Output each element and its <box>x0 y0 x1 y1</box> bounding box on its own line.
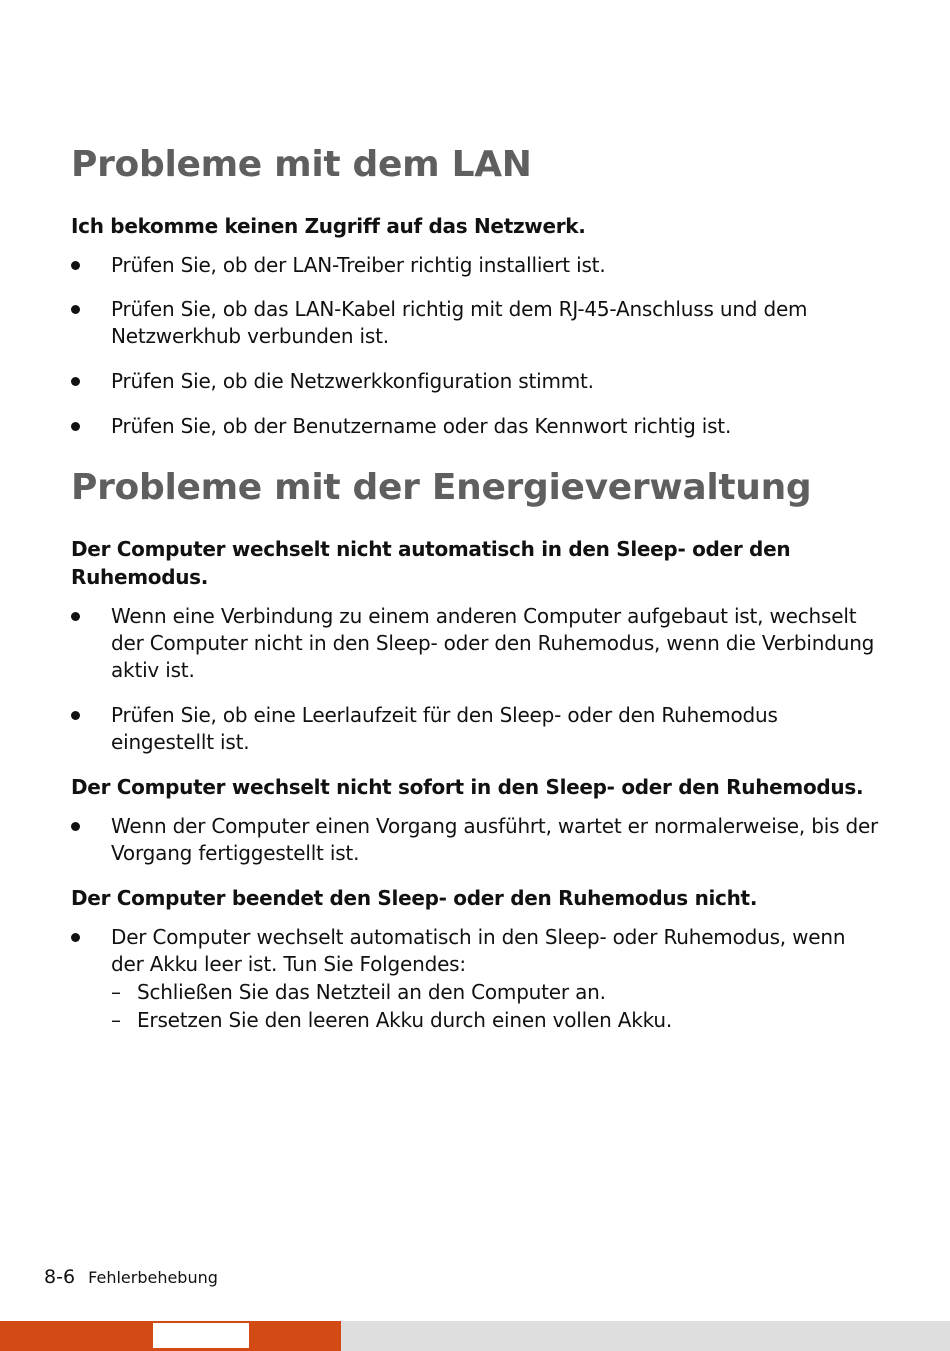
list-item <box>71 368 881 395</box>
list-item-text: Prüfen Sie, ob das LAN-Kabel richtig mit dem RJ-45-Anschluss und dem Netzwerkhub verbunden ist. <box>111 297 808 348</box>
list-item-text: Prüfen Sie, ob der Benutzername oder das Kennwort richtig ist. <box>111 414 732 438</box>
sub-list <box>111 978 881 1034</box>
page-footer <box>44 1266 218 1288</box>
list-item-text: Prüfen Sie, ob die Netzwerkkonfiguration stimmt. <box>111 369 594 393</box>
list-item-text: Wenn der Computer einen Vorgang ausführt, wartet er normalerweise, bis der Vorgang fertiggestellt ist. <box>111 814 879 865</box>
bullet-icon <box>71 933 80 942</box>
list-item-text: Prüfen Sie, ob der LAN-Treiber richtig installiert ist. <box>111 253 606 277</box>
list-item <box>71 603 881 684</box>
list-item <box>71 924 881 1034</box>
section-title-lan: Probleme mit dem LAN <box>71 144 532 185</box>
sub-list-item <box>111 978 881 1006</box>
bar-segment-orange-left <box>0 1321 153 1351</box>
bullet-icon <box>71 612 80 621</box>
list-item <box>71 813 881 867</box>
bullet-icon <box>71 377 80 386</box>
issue-heading-network-access: Ich bekomme keinen Zugriff auf das Netzwerk. <box>71 214 586 238</box>
issue-heading-no-immediate-sleep: Der Computer wechselt nicht sofort in den Sleep- oder den Ruhemodus. <box>71 775 864 799</box>
bullet-icon <box>71 261 80 270</box>
issue-heading-no-resume: Der Computer beendet den Sleep- oder den Ruhemodus nicht. <box>71 886 758 910</box>
bar-segment-orange-right <box>249 1321 341 1351</box>
page-number: 8-6 <box>44 1266 76 1288</box>
list-item-text: Der Computer wechselt automatisch in den Sleep- oder Ruhemodus, wenn der Akku leer ist. Tun Sie Folgendes: <box>111 925 846 976</box>
list-item <box>71 413 881 440</box>
sub-list-item-text: Schließen Sie das Netzteil an den Computer an. <box>137 980 606 1004</box>
bar-segment-white <box>153 1321 249 1351</box>
sub-list-item <box>111 1006 881 1034</box>
chapter-name: Fehlerbehebung <box>88 1268 218 1287</box>
list-item <box>71 252 881 279</box>
section-title-power-management: Probleme mit der Energieverwaltung <box>71 467 812 508</box>
bullet-icon <box>71 822 80 831</box>
bar-segment-gray <box>341 1321 950 1351</box>
issue-heading-no-auto-sleep: Der Computer wechselt nicht automatisch in den Sleep- oder den Ruhemodus. <box>71 537 791 589</box>
bullet-icon <box>71 305 80 314</box>
list-item-text: Wenn eine Verbindung zu einem anderen Computer aufgebaut ist, wechselt der Computer nicht in den Sleep- oder den Ruhemodus, wenn die Verbindung aktiv ist. <box>111 604 875 682</box>
dash-icon: – <box>111 980 121 1004</box>
sub-list-item-text: Ersetzen Sie den leeren Akku durch einen vollen Akku. <box>137 1008 673 1032</box>
footer-color-bar <box>0 1321 950 1351</box>
bullet-icon <box>71 711 80 720</box>
bullet-icon <box>71 422 80 431</box>
list-item-text: Prüfen Sie, ob eine Leerlaufzeit für den Sleep- oder den Ruhemodus eingestellt ist. <box>111 703 778 754</box>
dash-icon: – <box>111 1008 121 1032</box>
list-item <box>71 296 881 350</box>
list-item <box>71 702 881 756</box>
